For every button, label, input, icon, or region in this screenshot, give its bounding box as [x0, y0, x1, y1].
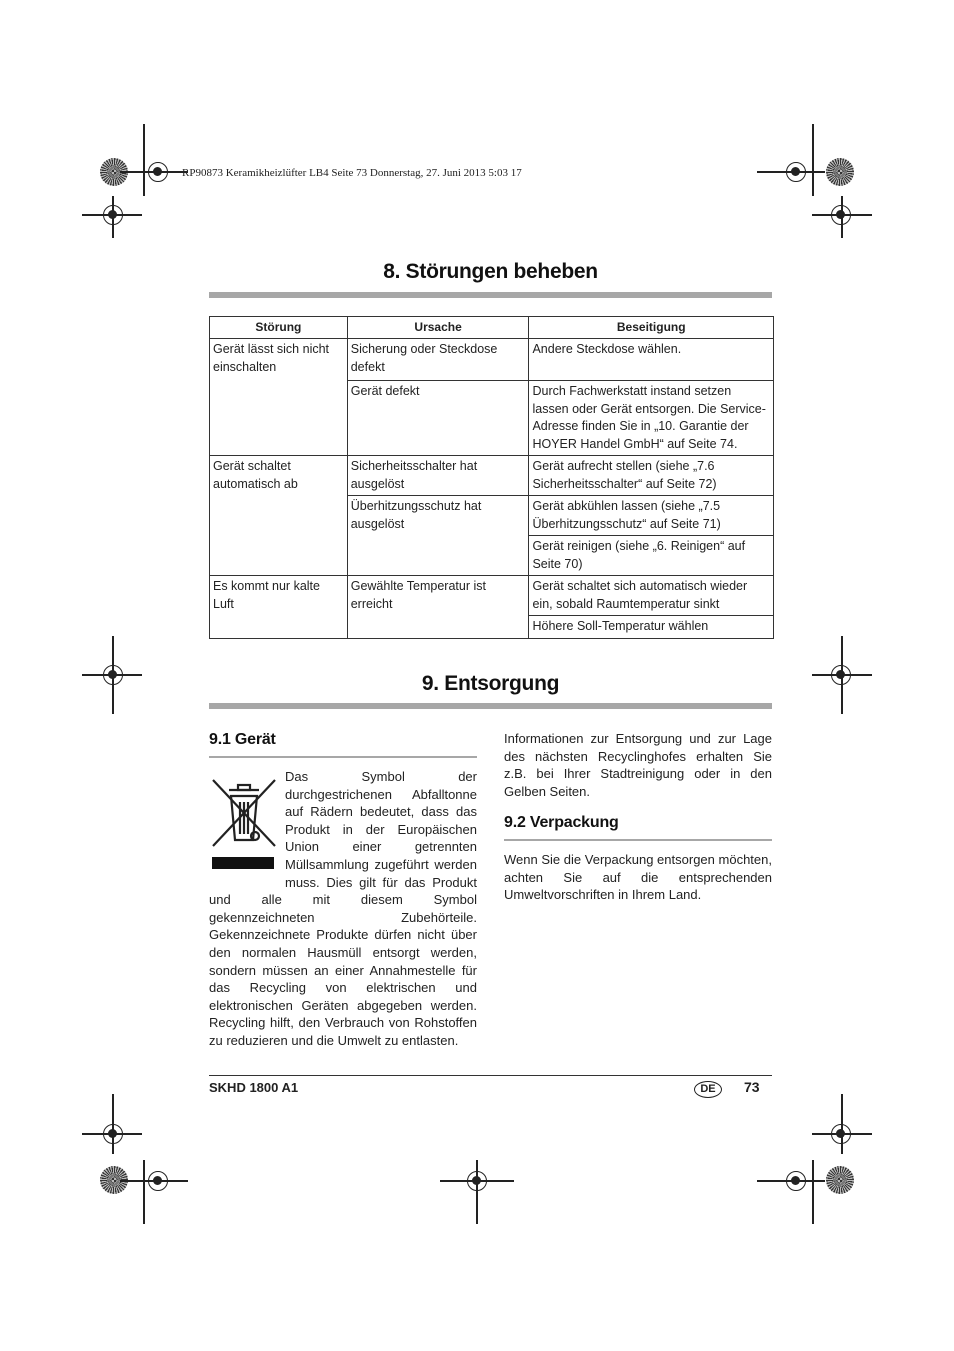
table-row — [210, 456, 774, 496]
table-row — [210, 339, 774, 381]
registration-mark-icon — [148, 1171, 168, 1191]
section-9-rule — [209, 703, 772, 709]
table-header-row — [210, 317, 774, 339]
print-header: RP90873 Keramikheizlüfter LB4 Seite 73 Donnerstag, 27. Juni 2013 5:03 17 — [182, 167, 522, 179]
column-header-cause: Ursache — [347, 317, 529, 339]
registration-mark-icon — [103, 205, 123, 225]
registration-mark-icon — [831, 665, 851, 685]
registration-mark-icon — [831, 1124, 851, 1144]
remedy-cell: Durch Fachwerkstatt instand setzen lassen oder Gerät entsorgen. Die Service-Adresse finden Sie in „10. Garantie der HOYER Handel GmbH“ auf Seite 74. — [529, 381, 774, 456]
crossed-out-wheelie-bin-icon — [209, 774, 277, 874]
problem-cell: Gerät schaltet automatisch ab — [210, 456, 348, 576]
subsection-9-1-rule — [209, 756, 477, 758]
cause-cell: Sicherung oder Steckdose defekt — [347, 339, 529, 381]
registration-mark-icon — [148, 162, 168, 182]
cause-cell: Sicherheitsschalter hat ausgelöst — [347, 456, 529, 496]
footer-rule — [209, 1075, 772, 1076]
registration-mark-icon — [103, 1124, 123, 1144]
troubleshooting-table — [209, 316, 774, 639]
packaging-disposal-text: Wenn Sie die Verpackung entsorgen möchten, achten Sie auf die entsprechenden Umweltvorschriften in Ihrem Land. — [504, 852, 772, 903]
left-column — [209, 768, 477, 1050]
section-8-title: 8. Störungen beheben — [383, 260, 598, 283]
device-disposal-text: Das Symbol der durchgestrichenen Abfalltonne auf Rädern bedeutet, dass das Produkt in der Europäischen Union einer getrennten Müllsammlung zugeführt werden muss. Dies gilt für das Produkt und alle mit diesem Symbol gekennzeichneten Zubehörteile. Gekennzeichnete Produkte dürfen nicht über den normalen Hausmüll entsorgt werden, sondern müssen an einer Annahmestelle für das Recycling von elektrischen und elektronischen Geräten abgegeben werden. Recycling hilft, den Verbrauch von Rohstoffen zu reduzieren und die Umwelt zu entlasten. — [209, 769, 477, 1048]
crop-mark — [143, 124, 145, 196]
column-header-problem: Störung — [210, 317, 348, 339]
page-number: 73 — [744, 1079, 760, 1095]
registration-rosette-icon — [826, 1166, 854, 1194]
section-9-title: 9. Entsorgung — [421, 672, 560, 695]
crop-mark — [476, 1160, 478, 1224]
table-row — [210, 576, 774, 616]
problem-cell: Gerät lässt sich nicht einschalten — [210, 339, 348, 456]
remedy-cell: Gerät reinigen (siehe „6. Reinigen“ auf Seite 70) — [529, 536, 774, 576]
registration-mark-icon — [103, 665, 123, 685]
remedy-cell: Höhere Soll-Temperatur wählen — [529, 616, 774, 639]
remedy-cell: Gerät aufrecht stellen (siehe „7.6 Sicherheitsschalter“ auf Seite 72) — [529, 456, 774, 496]
column-header-remedy: Beseitigung — [529, 317, 774, 339]
cause-cell: Überhitzungsschutz hat ausgelöst — [347, 496, 529, 576]
language-badge: DE — [694, 1081, 722, 1098]
recycling-info-text: Informationen zur Entsorgung und zur Lage des nächsten Recyclinghofes erhalten Sie z.B. bei Ihrer Stadtreinigung oder in den Gelben Seiten. — [504, 731, 772, 799]
remedy-cell: Gerät schaltet sich automatisch wieder ein, sobald Raumtemperatur sinkt — [529, 576, 774, 616]
cause-cell: Gewählte Temperatur ist erreicht — [347, 576, 529, 639]
registration-mark-icon — [786, 1171, 806, 1191]
remedy-cell: Andere Steckdose wählen. — [529, 339, 774, 381]
section-8-rule — [209, 292, 772, 298]
subsection-9-1-title: 9.1 Gerät — [209, 731, 276, 748]
problem-cell: Es kommt nur kalte Luft — [210, 576, 348, 639]
crop-mark — [143, 1160, 145, 1224]
crop-mark — [812, 124, 814, 196]
registration-rosette-icon — [826, 158, 854, 186]
registration-mark-icon — [831, 205, 851, 225]
subsection-9-2-rule — [504, 839, 772, 841]
registration-mark-icon — [467, 1171, 487, 1191]
cause-cell: Gerät defekt — [347, 381, 529, 456]
subsection-9-2-title: 9.2 Verpackung — [504, 814, 619, 831]
remedy-cell: Gerät abkühlen lassen (siehe „7.5 Überhitzungsschutz“ auf Seite 71) — [529, 496, 774, 536]
crop-mark — [812, 1160, 814, 1224]
registration-mark-icon — [786, 162, 806, 182]
footer-model: SKHD 1800 A1 — [209, 1080, 299, 1095]
